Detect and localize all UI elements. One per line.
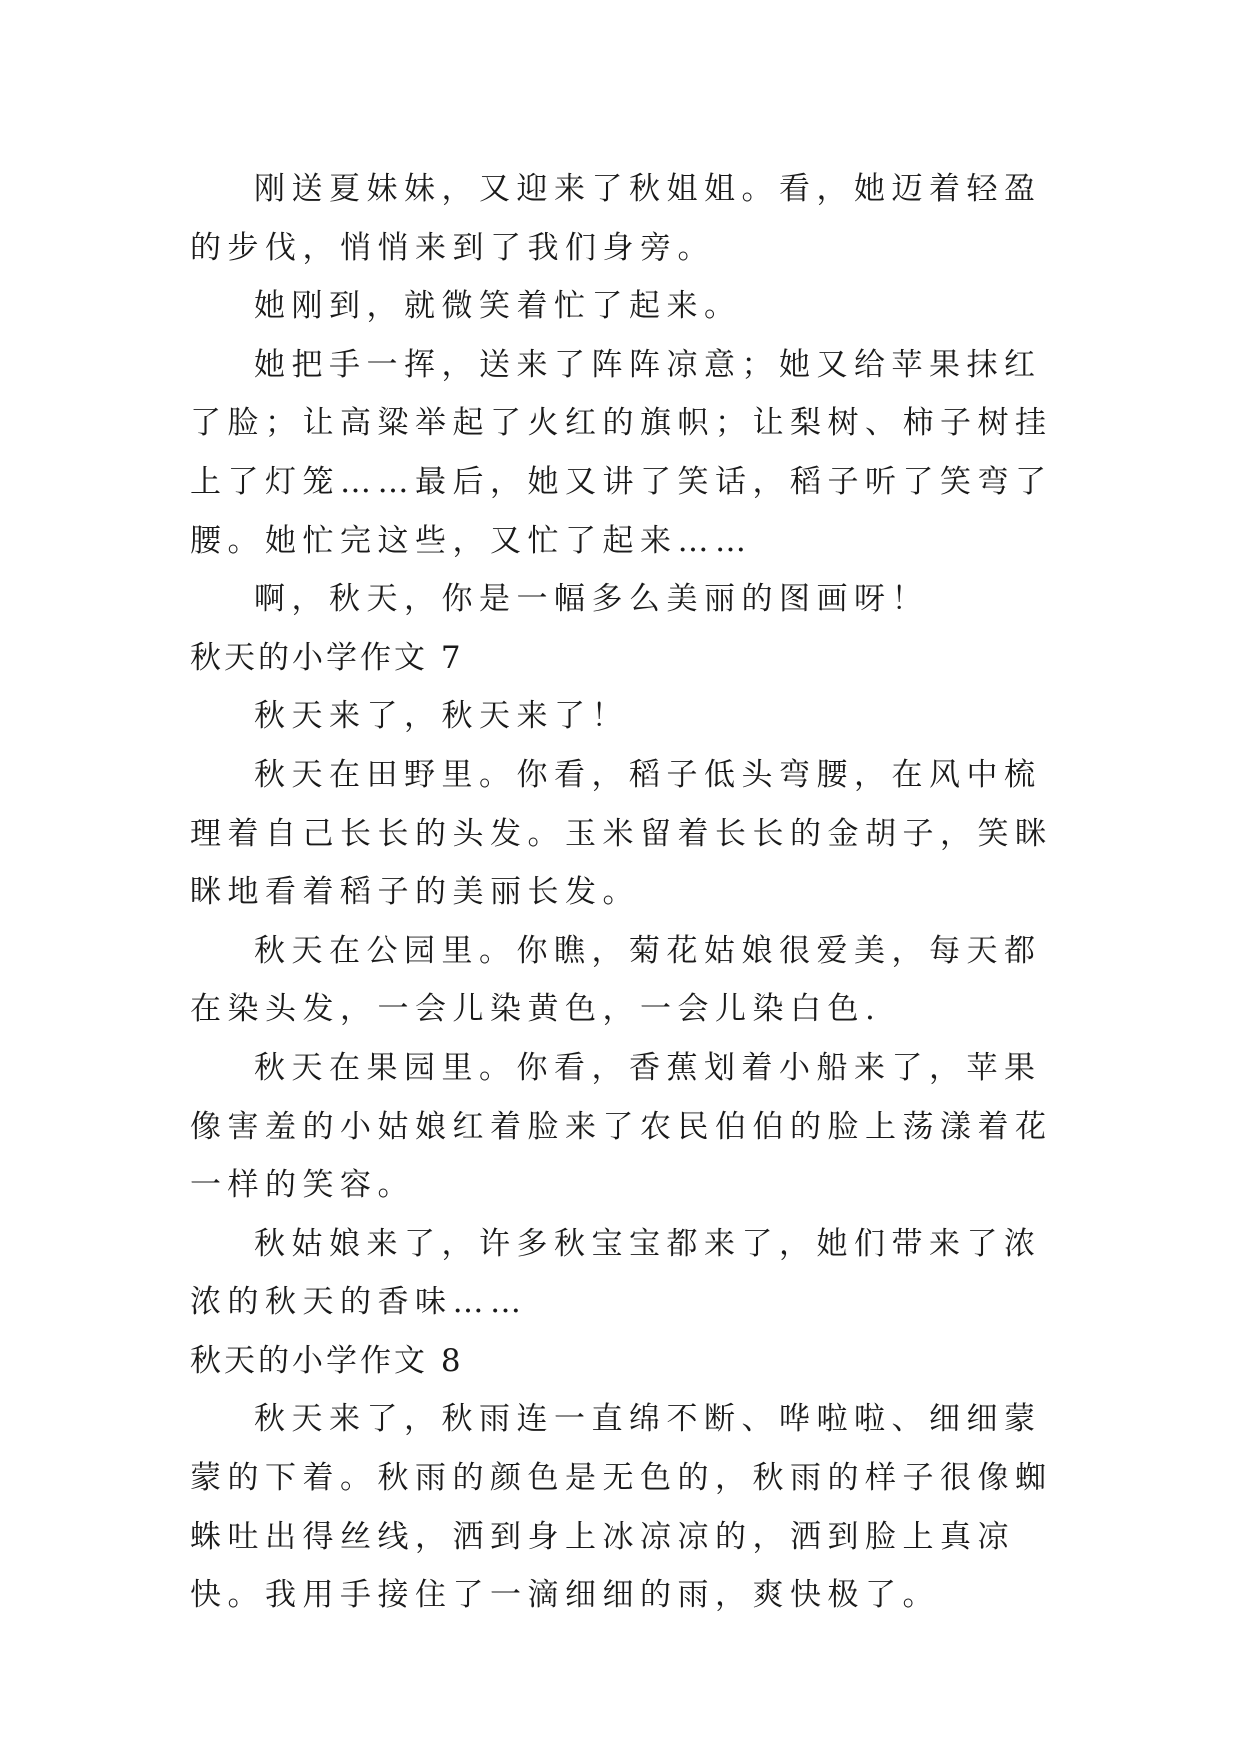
paragraph: 秋天来了，秋天来了！	[254, 698, 629, 735]
paragraph: 秋天在果园里。你看，香蕉划着小船来了，苹果像害羞的小姑娘红着脸来了农民伯伯的脸上荡漾着花一样的笑容。	[190, 1049, 1053, 1204]
paragraph: 秋姑娘来了，许多秋宝宝都来了，她们带来了浓浓的秋天的香味……	[190, 1225, 1042, 1321]
paragraph: 秋天来了，秋雨连一直绵不断、哗啦啦、细细蒙蒙的下着。秋雨的颜色是无色的，秋雨的样子很像蜘蛛吐出得丝线，洒到身上冰凉凉的，洒到脸上真凉快。我用手接住了一滴细细的雨，爽快极了。	[190, 1401, 1053, 1614]
paragraph: 她刚到，就微笑着忙了起来。	[254, 288, 742, 325]
section-heading: 秋天的小学作文 8	[190, 1342, 464, 1379]
paragraph: 啊，秋天，你是一幅多么美丽的图画呀！	[254, 581, 929, 618]
paragraph: 刚送夏妹妹，又迎来了秋姐姐。看，她迈着轻盈的步伐，悄悄来到了我们身旁。	[190, 171, 1042, 266]
paragraph: 秋天在田野里。你看，稻子低头弯腰，在风中梳理着自己长长的头发。玉米留着长长的金胡子，笑眯眯地看着稻子的美丽长发。	[190, 756, 1053, 911]
paragraph: 秋天在公园里。你瞧，菊花姑娘很爱美，每天都在染头发，一会儿染黄色，一会儿染白色.	[190, 932, 1042, 1028]
document-body	[190, 160, 1070, 1625]
section-heading: 秋天的小学作文 7	[190, 639, 464, 676]
paragraph: 她把手一挥，送来了阵阵凉意；她又给苹果抹红了脸；让高粱举起了火红的旗帜；让梨树、柿子树挂上了灯笼……最后，她又讲了笑话，稻子听了笑弯了腰。她忙完这些，又忙了起来……	[190, 346, 1053, 559]
